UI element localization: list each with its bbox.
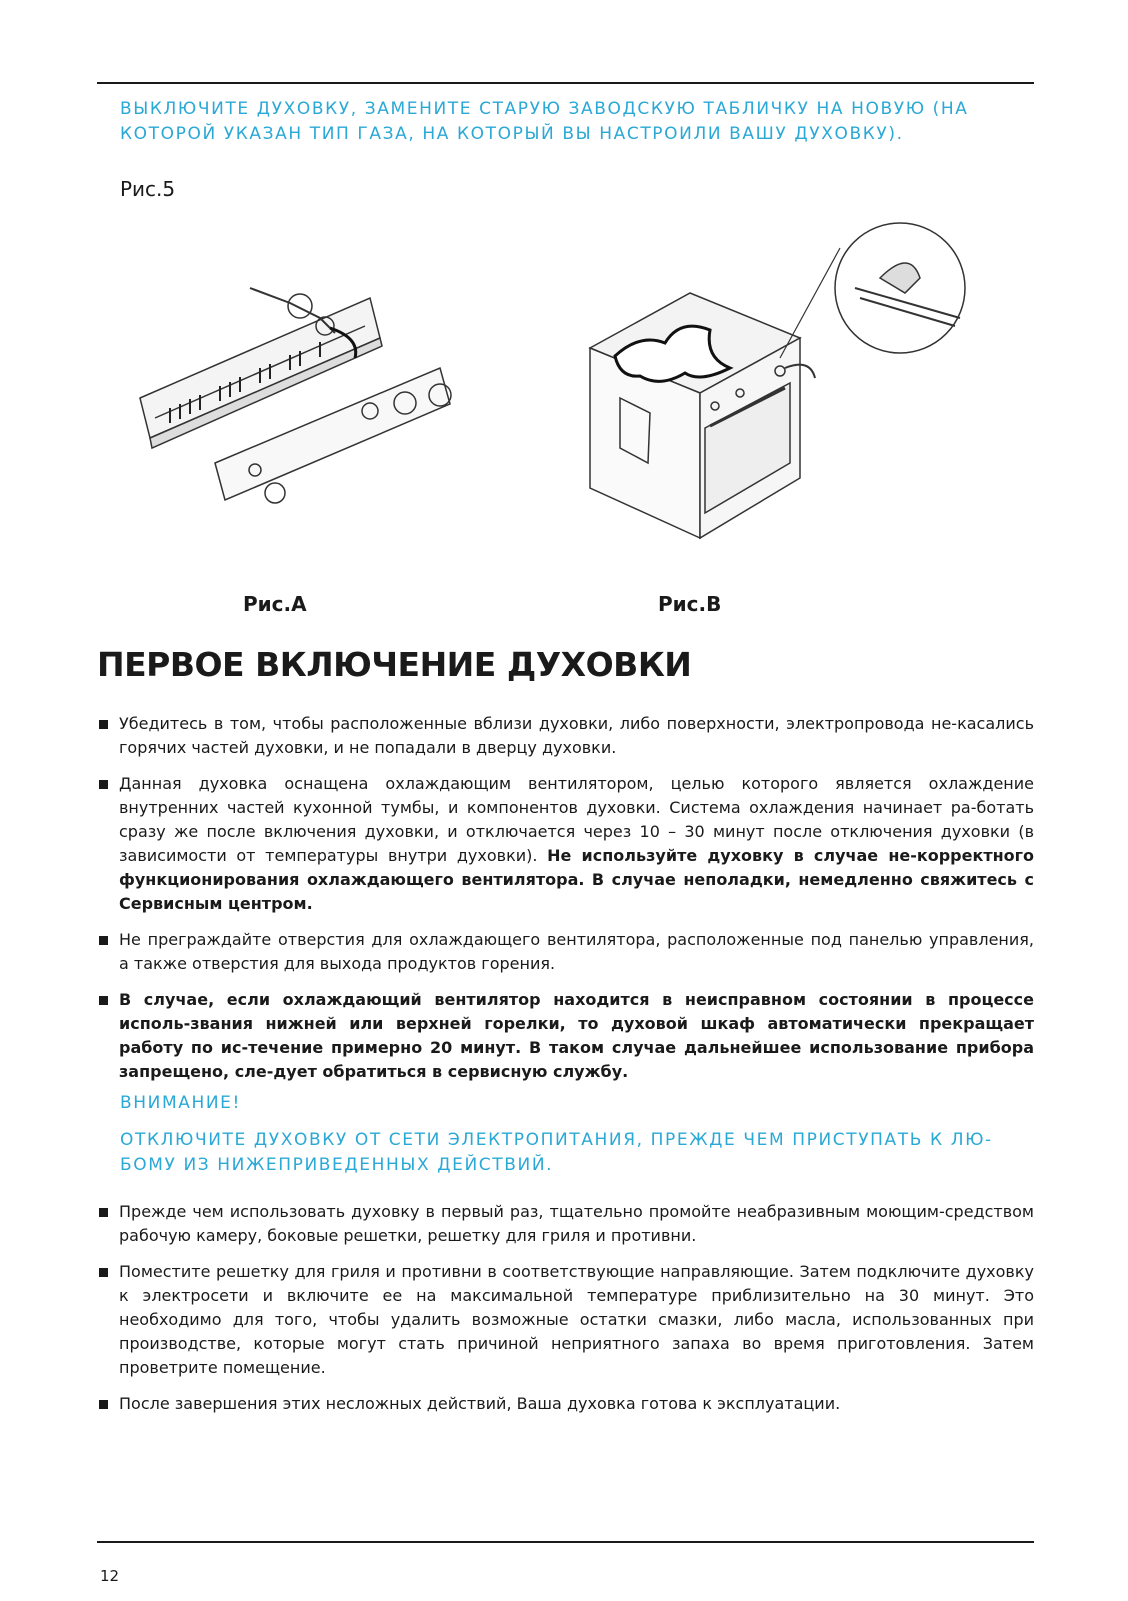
list-item-text: После завершения этих несложных действий, Ваша духовка готова к эксплуатации. bbox=[119, 1394, 841, 1413]
list-item-warning: В случае, если охлаждающий вентилятор находится в неисправном состоянии в процессе исполь-звания нижней или верхней горелки, то духовой шкаф автоматически прекращает работу по ис-течение примерно 20 минут. В таком случае дальнейшее использование прибора запрещено, сле-дует обратиться в сервисную службу. bbox=[119, 990, 1034, 1081]
list-item-text: Прежде чем использовать духовку в первый раз, тщательно промойте неабразивным моющим-средством рабочую камеру, боковые решетки, решетку для гриля и противни. bbox=[119, 1202, 1034, 1245]
first-use-list bbox=[97, 712, 1034, 1096]
section-heading: ПЕРВОЕ ВКЛЮЧЕНИЕ ДУХОВКИ bbox=[97, 645, 692, 684]
figures-illustration bbox=[120, 208, 1040, 578]
figure5-label: Рис.5 bbox=[120, 177, 176, 201]
page-number: 12 bbox=[100, 1567, 120, 1585]
square-bullet-icon bbox=[99, 936, 108, 945]
list-item bbox=[97, 1392, 1034, 1416]
square-bullet-icon bbox=[99, 1268, 108, 1277]
list-item-warning: Не используйте духовку в случае не-корректного функционирования охлаждающего вентилятора. В случае неполадки, немедленно свяжитесь с Сервисным центром. bbox=[119, 846, 1034, 913]
list-item-text: Поместите решетку для гриля и противни в соответствующие направляющие. Затем подключите духовку к электросети и включите ее на максимальной температуре приблизительно на 30 минут. Это необходимо для того, чтобы удалить возможные остатки смазки, либо масла, использованных при производстве, которые могут стать причиной неприятного запаха во время приготовления. Затем проветрите помещение. bbox=[119, 1262, 1034, 1377]
preparation-list bbox=[97, 1200, 1034, 1428]
list-item-text: Данная духовка оснащена охлаждающим вентилятором, целью которого является охлаждение внутренних частей кухонной тумбы, и компонентов духовки. Система охлаждения начинает ра-ботать сразу же после включения духовки, и отключается через 10 – 30 минут после отключения духовки (в зависимости от температуры внутри духовки). bbox=[119, 774, 1034, 865]
list-item bbox=[97, 1200, 1034, 1248]
notice-top: ВЫКЛЮЧИТЕ ДУХОВКУ, ЗАМЕНИТЕ СТАРУЮ ЗАВОДСКУЮ ТАБЛИЧКУ НА НОВУЮ (НА КОТОРОЙ УКАЗАН ТИП ГАЗА, НА КОТОРЫЙ ВЫ НАСТРОИЛИ ВАШУ ДУХОВКУ). bbox=[120, 99, 969, 144]
square-bullet-icon bbox=[99, 780, 108, 789]
square-bullet-icon bbox=[99, 996, 108, 1005]
list-item bbox=[97, 1260, 1034, 1380]
figure-a-panel-drawing bbox=[140, 288, 451, 503]
list-item-text: Убедитесь в том, чтобы расположенные вблизи духовки, либо поверхности, электропровода не-касались горячих частей духовки, и не попадали в дверцу духовки. bbox=[119, 714, 1034, 757]
list-item bbox=[97, 712, 1034, 760]
square-bullet-icon bbox=[99, 1208, 108, 1217]
top-rule bbox=[97, 82, 1034, 84]
list-item bbox=[97, 928, 1034, 976]
attention-title: ВНИМАНИЕ! bbox=[120, 1093, 241, 1113]
attention-text: ОТКЛЮЧИТЕ ДУХОВКУ ОТ СЕТИ ЭЛЕКТРОПИТАНИЯ, ПРЕЖДЕ ЧЕМ ПРИСТУПАТЬ К ЛЮ-БОМУ ИЗ НИЖЕПРИВЕДЕННЫХ ДЕЙСТВИЙ. bbox=[120, 1130, 993, 1175]
square-bullet-icon bbox=[99, 720, 108, 729]
list-item bbox=[97, 772, 1034, 916]
figure-b-oven-drawing bbox=[590, 223, 965, 538]
bottom-rule bbox=[97, 1541, 1034, 1543]
list-item-text: Не преграждайте отверстия для охлаждающего вентилятора, расположенные под панелью управления, а также отверстия для выхода продуктов горения. bbox=[119, 930, 1034, 973]
square-bullet-icon bbox=[99, 1400, 108, 1409]
figure-b-caption: Рис.В bbox=[658, 592, 722, 616]
figure-a-caption: Рис.А bbox=[243, 592, 307, 616]
list-item bbox=[97, 988, 1034, 1084]
